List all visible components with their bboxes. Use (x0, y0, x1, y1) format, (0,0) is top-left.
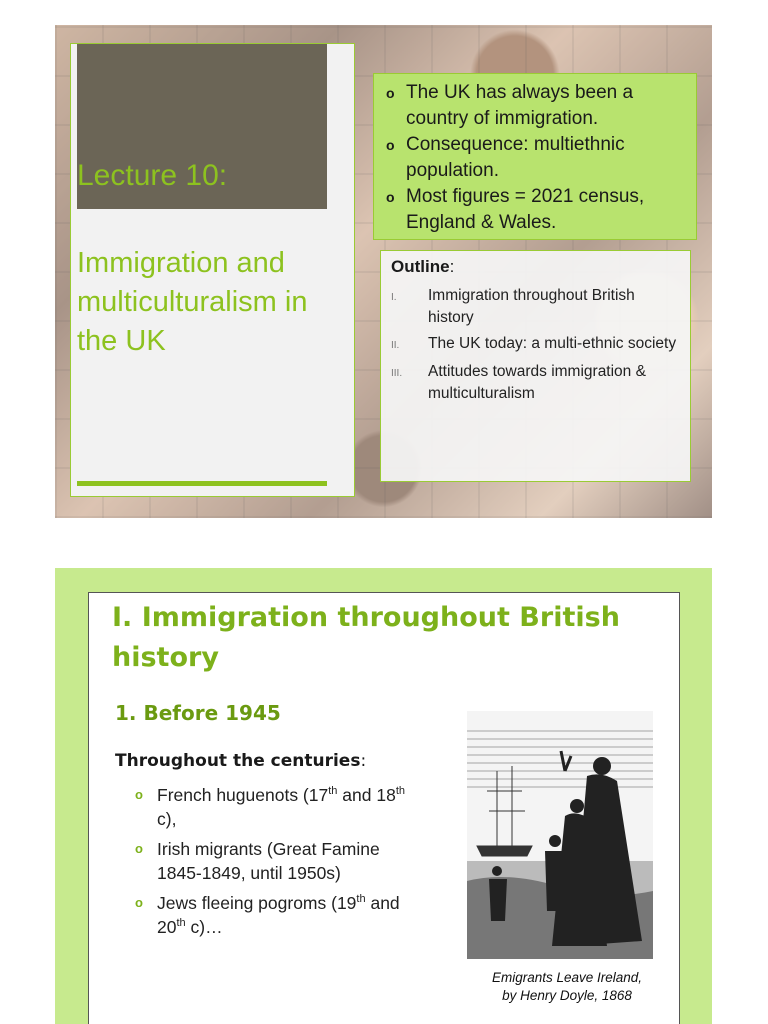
outline-heading (391, 257, 680, 277)
lecture-title: Lecture 10: (77, 159, 228, 192)
history-list (135, 783, 405, 945)
centuries-heading (115, 751, 366, 771)
outline-item (391, 361, 680, 405)
content-panel (88, 592, 680, 1024)
outline-item-number: I. (391, 292, 397, 303)
outline-item (391, 285, 680, 329)
outline-heading-colon: : (449, 257, 455, 276)
intro-bullets-box (373, 73, 697, 240)
superscript: th (328, 785, 338, 798)
centuries-heading-colon: : (360, 751, 367, 771)
slide-2 (55, 568, 712, 1024)
bullet-icon: o (386, 137, 395, 153)
list-item (135, 891, 405, 939)
title-underline-bar (77, 481, 327, 486)
slide-1 (55, 25, 712, 518)
emigrants-engraving-image (467, 711, 653, 959)
caption-line: by Henry Doyle, 1868 (502, 988, 632, 1003)
outline-box (380, 250, 691, 482)
engraving-illustration (467, 711, 653, 959)
list-item-text (157, 783, 405, 831)
list-item (135, 783, 405, 831)
outline-item-text: Immigration throughout British history (428, 287, 635, 326)
caption-line: Emigrants Leave Ireland, (491, 970, 643, 985)
outline-item-text: The UK today: a multi-ethnic society (428, 335, 677, 352)
bullet-icon: o (135, 841, 143, 856)
bullet-icon: o (386, 189, 395, 205)
text-part: and 20 (157, 893, 400, 937)
list-item (135, 837, 405, 885)
bullet-icon: o (135, 895, 143, 910)
sub-heading: 1. Before 1945 (115, 701, 281, 725)
intro-bullet (386, 80, 688, 132)
list-item-text: Irish migrants (Great Famine 1845-1849, until 1950s) (157, 839, 380, 883)
intro-bullet-text: Consequence: multiethnic population. (406, 134, 625, 181)
lecture-subtitle: Immigration and multiculturalism in the UK (77, 247, 308, 357)
outline-item-number: II. (391, 340, 400, 351)
centuries-heading-text: Throughout the centuries (115, 751, 361, 771)
superscript: th (356, 893, 366, 906)
image-caption (467, 969, 667, 1005)
bullet-icon: o (135, 787, 143, 802)
intro-bullet-text: Most figures = 2021 census, England & Wales. (406, 186, 645, 233)
text-part: c), (157, 809, 177, 829)
text-part: and 18 (337, 785, 396, 805)
outline-item-number: III. (391, 368, 403, 379)
intro-bullet (386, 184, 688, 236)
text-part: Jews fleeing pogroms (19 (157, 893, 357, 913)
title-panel (70, 43, 355, 497)
list-item-text (157, 891, 405, 939)
bullet-icon: o (386, 85, 395, 101)
superscript: th (176, 917, 186, 930)
text-part: French huguenots (17 (157, 785, 329, 805)
text-part: c)… (185, 917, 223, 937)
outline-heading-text: Outline (391, 257, 450, 276)
intro-bullet-text: The UK has always been a country of immigration. (406, 82, 634, 129)
outline-item (391, 333, 680, 357)
outline-item-text: Attitudes towards immigration & multiculturalism (428, 363, 646, 402)
section-title: I. Immigration throughout British history (112, 602, 620, 673)
superscript: th (395, 785, 405, 798)
intro-bullet (386, 132, 688, 184)
